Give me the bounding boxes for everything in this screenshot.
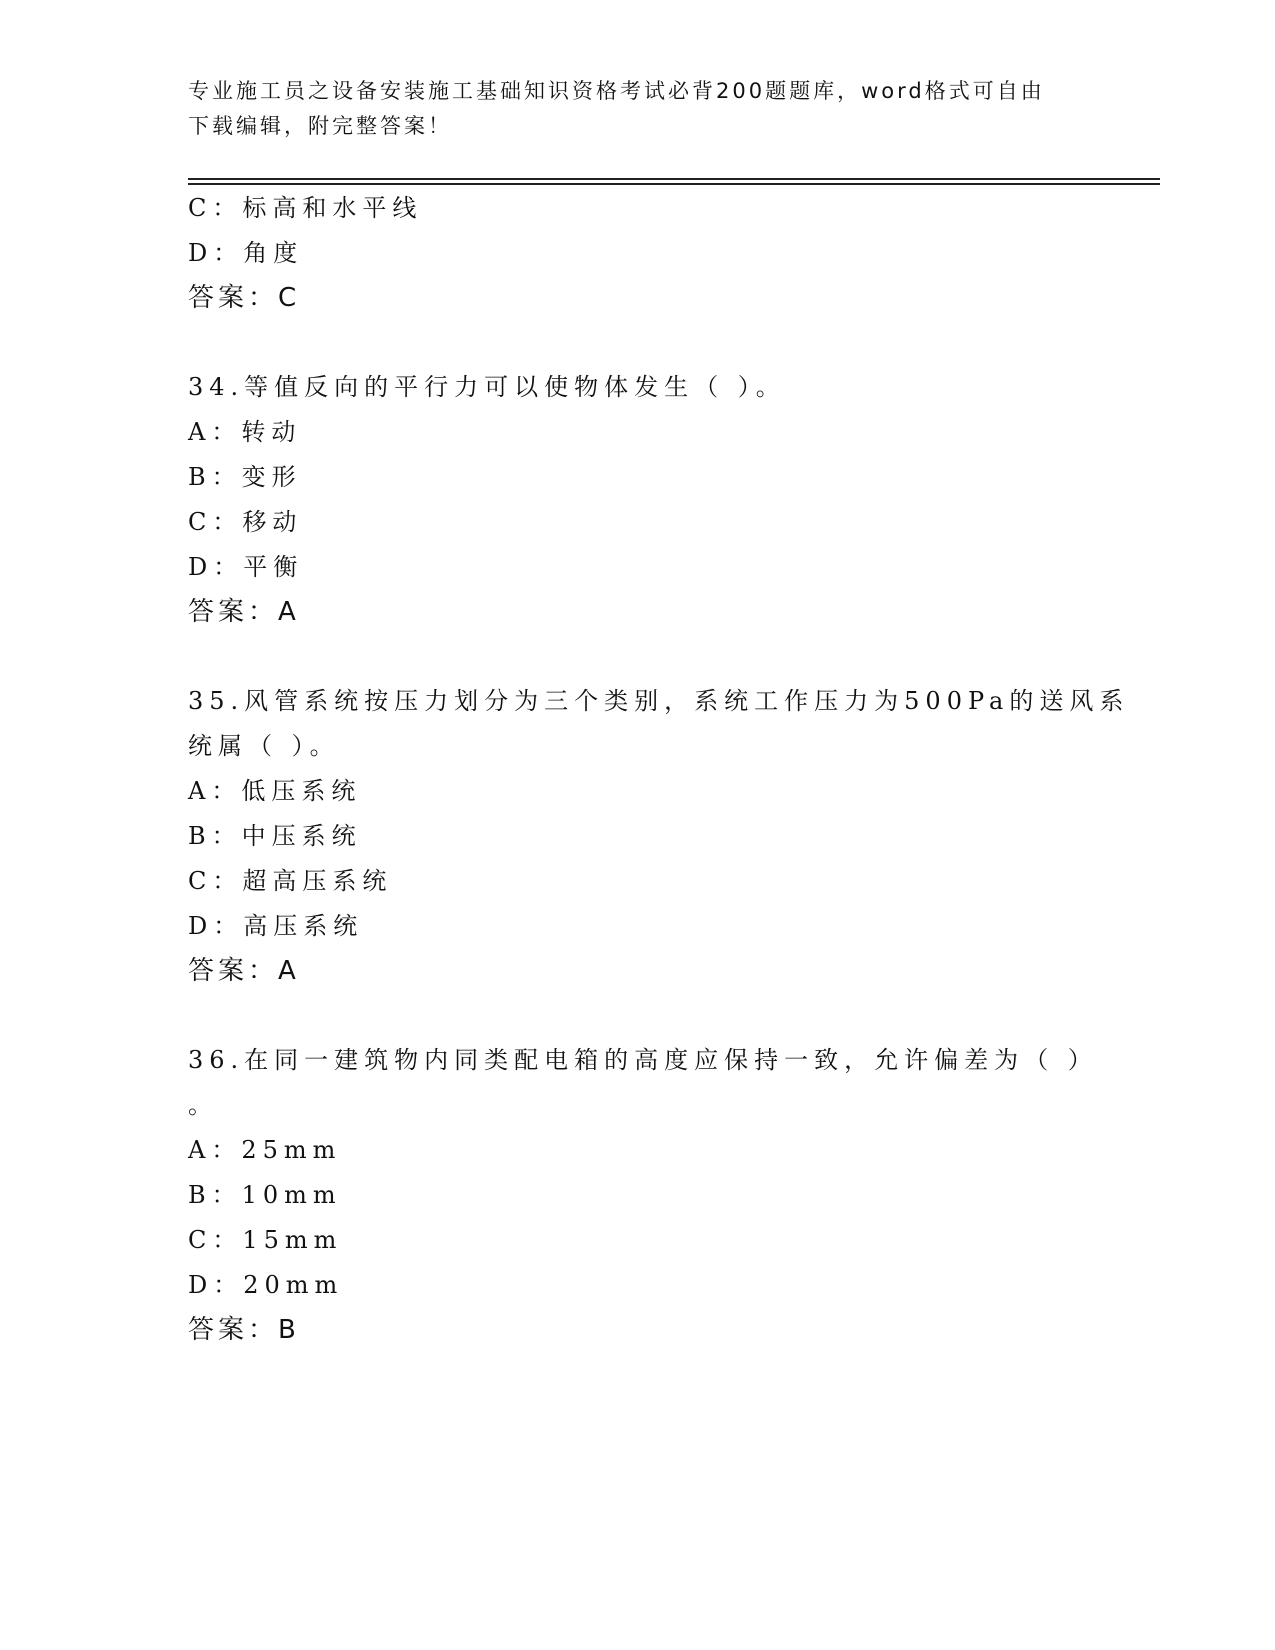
q36-option-a: A：25mm xyxy=(188,1136,342,1164)
q36-option-d: D：20mm xyxy=(188,1271,344,1299)
q36-option-b: B：10mm xyxy=(188,1181,342,1209)
question-35-line-2: 统属（ ）。 xyxy=(188,732,340,760)
answer-line: 答案：C xyxy=(188,283,301,313)
question-36-line-2: 。 xyxy=(188,1091,218,1119)
header-line-2: 下载编辑，附完整答案！ xyxy=(188,114,452,138)
q34-option-a: A：转动 xyxy=(188,418,302,446)
q35-option-b: B：中压系统 xyxy=(188,822,362,850)
question-34: 34.等值反向的平行力可以使物体发生（ ）。 xyxy=(188,373,786,401)
q34-option-b: B：变形 xyxy=(188,463,302,491)
q35-option-a: A：低压系统 xyxy=(188,777,362,805)
option-c: C：标高和水平线 xyxy=(188,194,423,222)
question-36-line-1: 36.在同一建筑物内同类配电箱的高度应保持一致，允许偏差为（ ） xyxy=(188,1046,1098,1074)
q36-answer: 答案：B xyxy=(188,1315,300,1345)
q35-answer: 答案：A xyxy=(188,956,300,986)
option-d: D：角度 xyxy=(188,239,304,267)
q35-option-d: D：高压系统 xyxy=(188,912,364,940)
q35-option-c: C：超高压系统 xyxy=(188,867,393,895)
q34-option-c: C：移动 xyxy=(188,508,303,536)
header-divider-bottom xyxy=(188,183,1160,185)
q34-answer: 答案：A xyxy=(188,597,300,627)
q36-option-c: C：15mm xyxy=(188,1226,343,1254)
document-header xyxy=(188,74,1088,144)
q34-option-d: D：平衡 xyxy=(188,553,304,581)
header-divider-top xyxy=(188,178,1160,180)
question-35-line-1: 35.风管系统按压力划分为三个类别，系统工作压力为500Pa的送风系 xyxy=(188,687,1130,715)
header-line-1: 专业施工员之设备安装施工基础知识资格考试必背200题题库，word格式可自由 xyxy=(188,79,1045,103)
